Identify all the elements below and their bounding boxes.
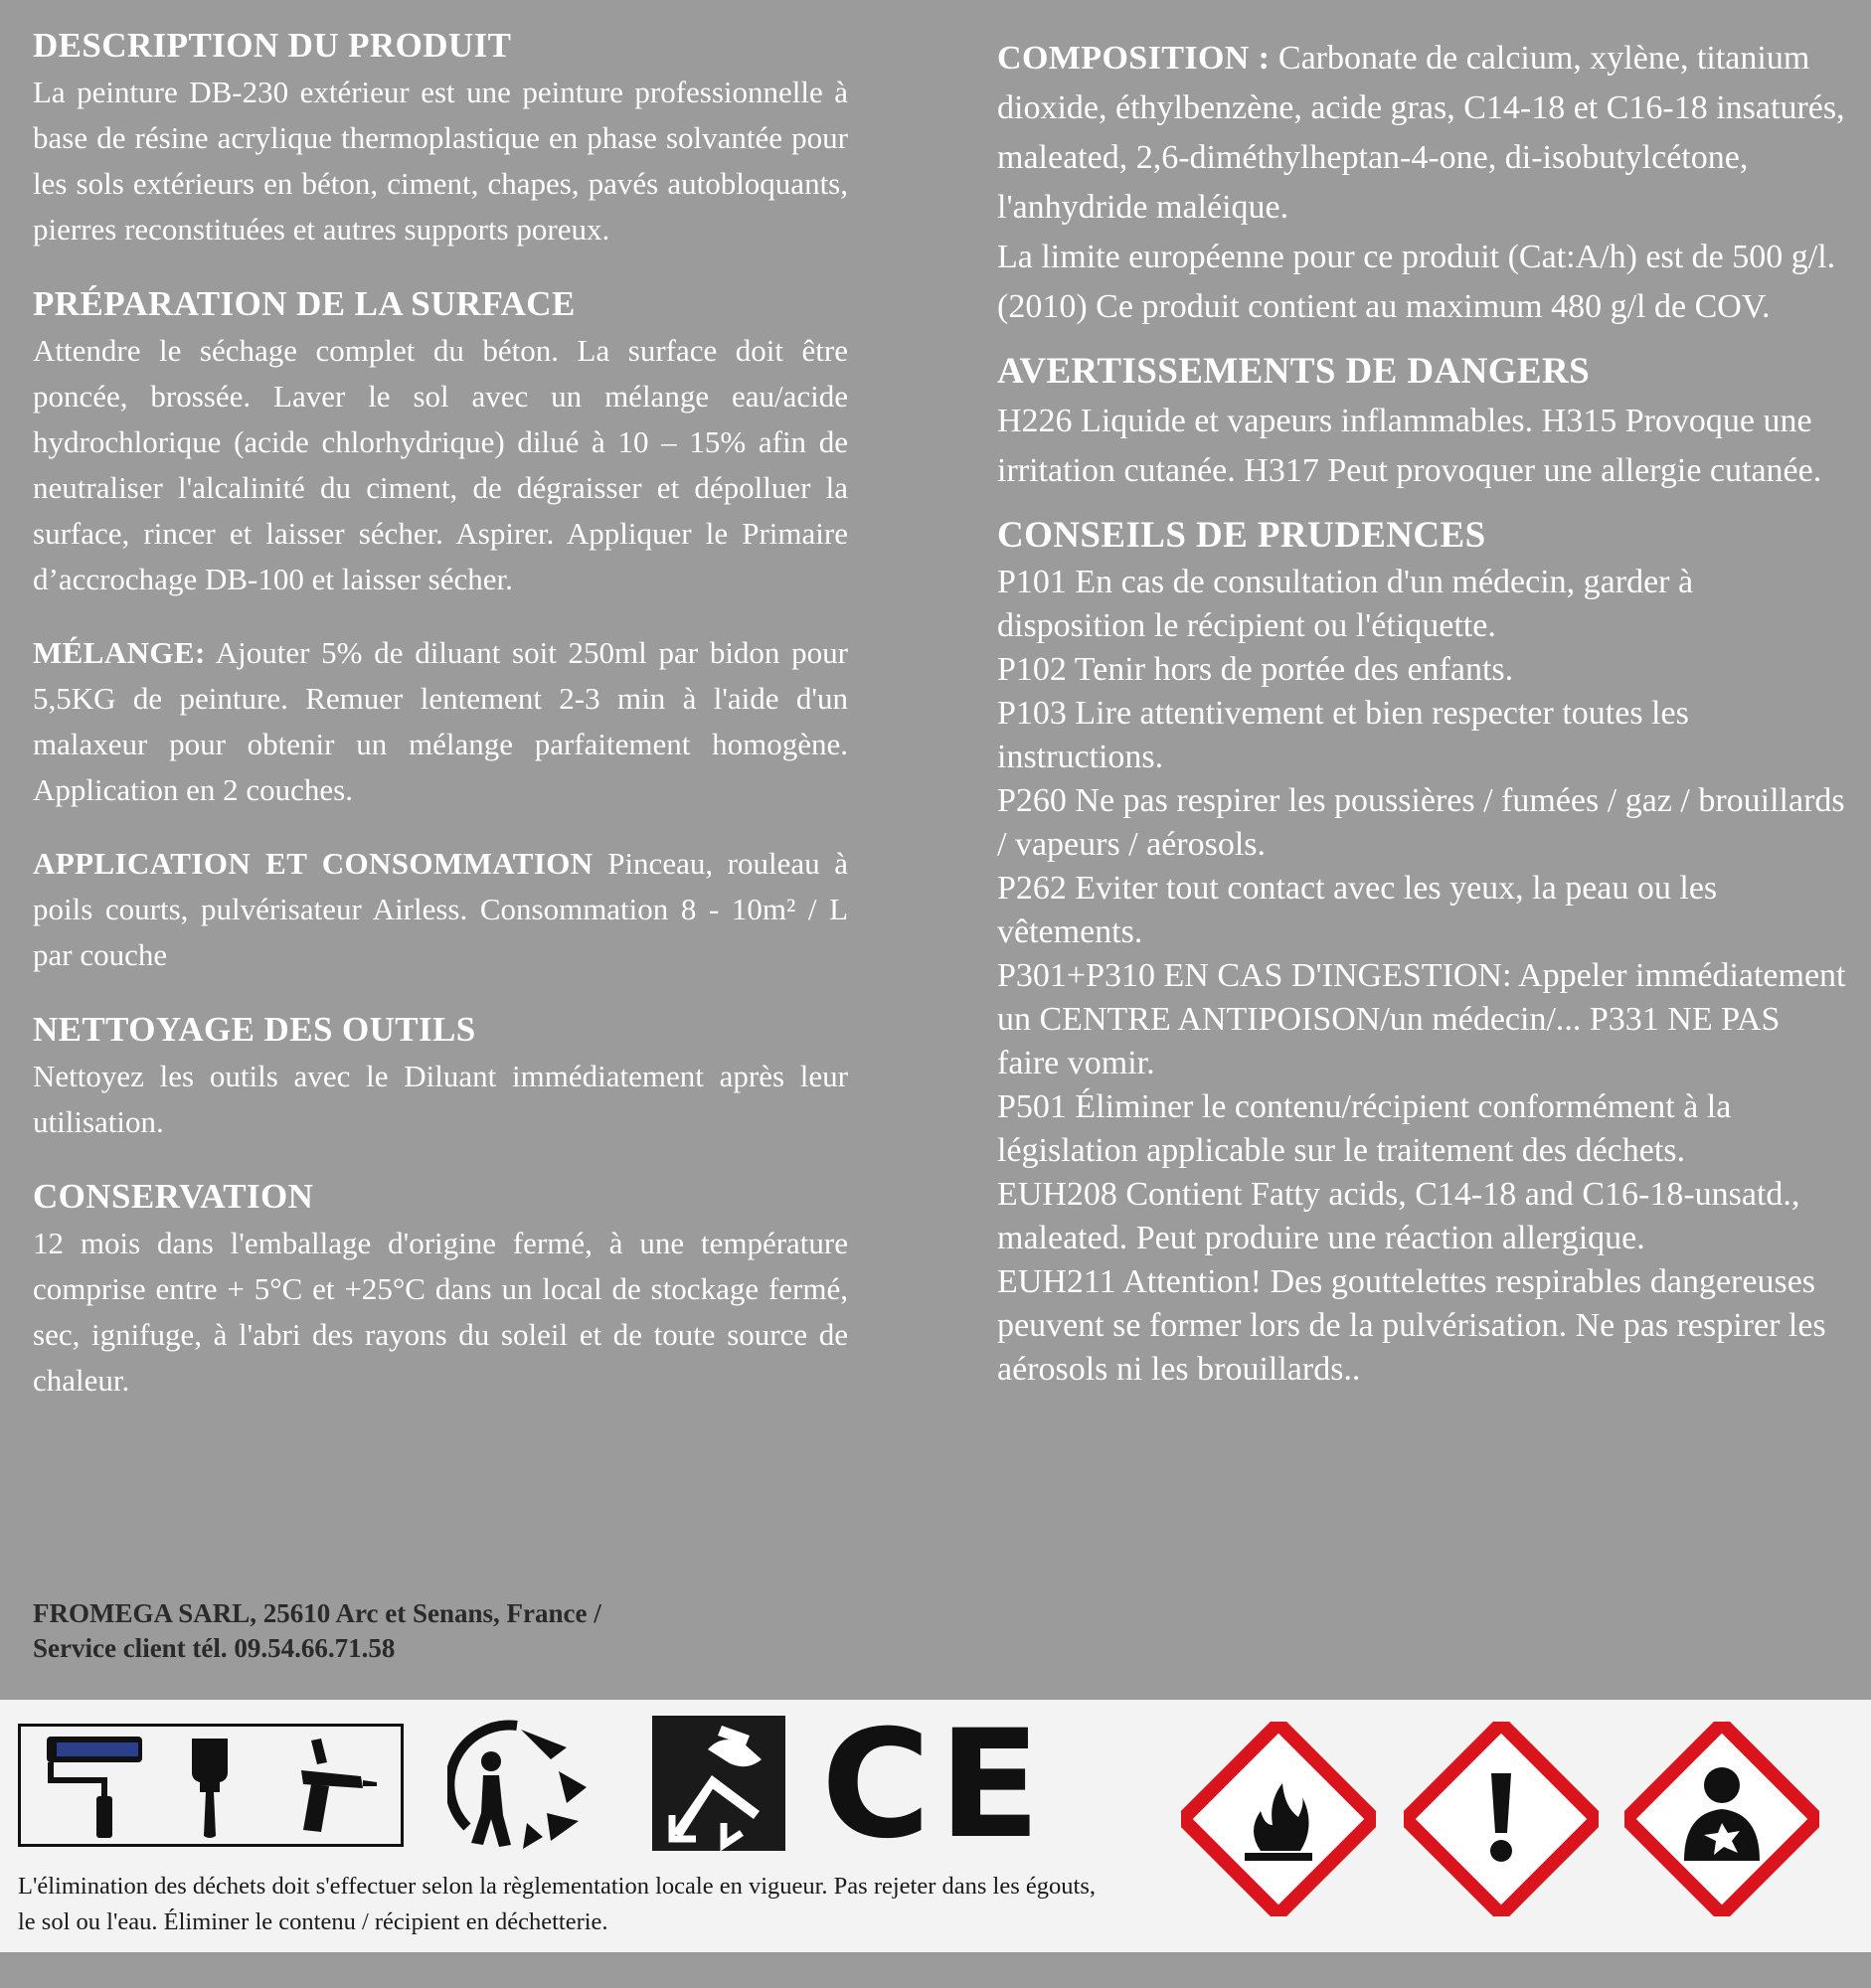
section-title: NETTOYAGE DES OUTILS xyxy=(33,1010,476,1049)
triman-recycling-icon xyxy=(447,1718,596,1853)
precaution-item: P262 Eviter tout contact avec les yeux, la peau ou les vêtements. xyxy=(997,870,1718,950)
section-text: Nettoyez les outils avec le Diluant immédiatement après leur utilisation. xyxy=(33,1059,848,1139)
section-body: Ajouter 5% de diluant soit 250ml par bidon pour 5,5KG de peinture. Remuer lentement 2-3 min à l'aide d'un malaxeur pour obtenir un mélange parfaitement homogène. Application en 2 couches. xyxy=(33,635,848,807)
customer-service-phone: Service client tél. 09.54.66.71.58 xyxy=(33,1633,396,1663)
waste-line: L'élimination des déchets doit s'effectuer selon la règlementation locale en vigueur. Pas rejeter dans les égouts, xyxy=(18,1873,1096,1900)
section-title: CONSERVATION xyxy=(33,1177,314,1216)
precaution-item: P101 En cas de consultation d'un médecin, garder à disposition le récipient ou l'étiquette. xyxy=(997,564,1694,644)
section-melange xyxy=(33,630,848,813)
section-conseils xyxy=(997,511,1847,1392)
ghs-flame-icon xyxy=(1181,1722,1376,1916)
company-info xyxy=(33,1596,601,1666)
keep-away-from-children-icon xyxy=(652,1716,785,1851)
application-tools-box xyxy=(18,1724,404,1847)
precaution-item: P260 Ne pas respirer les poussières / fumées / gaz / brouillards / vapeurs / aérosols. xyxy=(997,782,1845,863)
precaution-item: P501 Éliminer le contenu/récipient conformément à la législation applicable sur le traitement des déchets. xyxy=(997,1088,1732,1169)
section-text: H226 Liquide et vapeurs inflammables. H315 Provoque une irritation cutanée. H317 Peut provoquer une allergie cutanée. xyxy=(997,403,1822,489)
ghs-health-hazard-icon xyxy=(1624,1722,1819,1916)
section-title: CONSEILS DE PRUDENCES xyxy=(997,515,1486,556)
paint-roller-icon xyxy=(41,1733,150,1840)
precaution-item: P102 Tenir hors de portée des enfants. xyxy=(997,651,1514,688)
section-title: COMPOSITION : xyxy=(997,40,1271,77)
footer-band xyxy=(0,1700,1871,1952)
section-text xyxy=(33,630,848,813)
precaution-item: EUH208 Contient Fatty acids, C14-18 and C16-18-unsatd., maleated. Peut produire une réaction allergique. xyxy=(997,1176,1800,1256)
left-column xyxy=(33,22,848,1431)
voc-limit-text: La limite européenne pour ce produit (Cat:A/h) est de 500 g/l. (2010) Ce produit contient au maximum 480 g/l de COV. xyxy=(997,239,1836,325)
right-column xyxy=(997,34,1847,1407)
section-description xyxy=(33,22,848,252)
section-dangers xyxy=(997,347,1847,496)
ghs-exclamation-icon xyxy=(1404,1722,1599,1916)
precaution-item: EUH211 Attention! Des gouttelettes respirables dangereuses peuvent se former lors de la pulvérisation. Ne pas respirer les aérosols ni les brouillards.. xyxy=(997,1263,1826,1388)
precaution-item: P301+P310 EN CAS D'INGESTION: Appeler immédiatement un CENTRE ANTIPOISON/un médecin/... P331 NE PAS faire vomir. xyxy=(997,957,1846,1081)
company-address: FROMEGA SARL, 25610 Arc et Senans, France / xyxy=(33,1598,601,1628)
section-title: APPLICATION ET CONSOMMATION xyxy=(33,846,594,881)
section-nettoyage xyxy=(33,1006,848,1145)
section-title: DESCRIPTION DU PRODUIT xyxy=(33,26,512,65)
section-title: PRÉPARATION DE LA SURFACE xyxy=(33,284,576,323)
section-text: Attendre le séchage complet du béton. La surface doit être poncée, brossée. Laver le sol avec un mélange eau/acide hydrochlorique (acide chlorhydrique) dilué à 10 – 15% afin de neutraliser l'alcalinité du ciment, de dégraisser et dépolluer la surface, rincer et laisser sécher. Aspirer. Appliquer le Primaire d’accrochage DB-100 et laisser sécher. xyxy=(33,333,848,596)
waste-line: le sol ou l'eau. Éliminer le contenu / récipient en déchetterie. xyxy=(18,1908,608,1935)
section-body: Pinceau, rouleau à poils courts, pulvérisateur Airless. Consommation 8 - 10m² / L par couche xyxy=(33,846,848,972)
spray-gun-icon xyxy=(281,1737,381,1836)
section-preparation xyxy=(33,280,848,602)
paint-brush-icon xyxy=(180,1733,240,1840)
section-text xyxy=(33,841,848,978)
section-application xyxy=(33,841,848,978)
section-text: La peinture DB-230 extérieur est une peinture professionnelle à base de résine acrylique thermoplastique en phase solvantée pour les sols extérieurs en béton, ciment, chapes, pavés autobloquants, pierres reconstituées et autres supports poreux. xyxy=(33,75,848,247)
precaution-item: P103 Lire attentivement et bien respecter toutes les instructions. xyxy=(997,695,1689,775)
waste-disposal-notice xyxy=(18,1869,1191,1940)
section-text: 12 mois dans l'emballage d'origine fermé, à une température comprise entre + 5°C et +25°C dans un local de stockage fermé, sec, ignifuge, à l'abri des rayons du soleil et de toute source de chaleur. xyxy=(33,1226,848,1398)
section-conservation xyxy=(33,1173,848,1404)
ce-mark-icon: CE xyxy=(821,1699,1049,1872)
section-body: Carbonate de calcium, xylène, titanium dioxide, éthylbenzène, acide gras, C14-18 et C16-18 insaturés, maleated, 2,6-diméthylheptan-4-one, di-isobutylcétone, l'anhydride maléique. xyxy=(997,40,1845,226)
section-composition xyxy=(997,34,1847,332)
section-text xyxy=(997,34,1847,233)
section-title: MÉLANGE: xyxy=(33,635,206,670)
section-title: AVERTISSEMENTS DE DANGERS xyxy=(997,351,1591,392)
